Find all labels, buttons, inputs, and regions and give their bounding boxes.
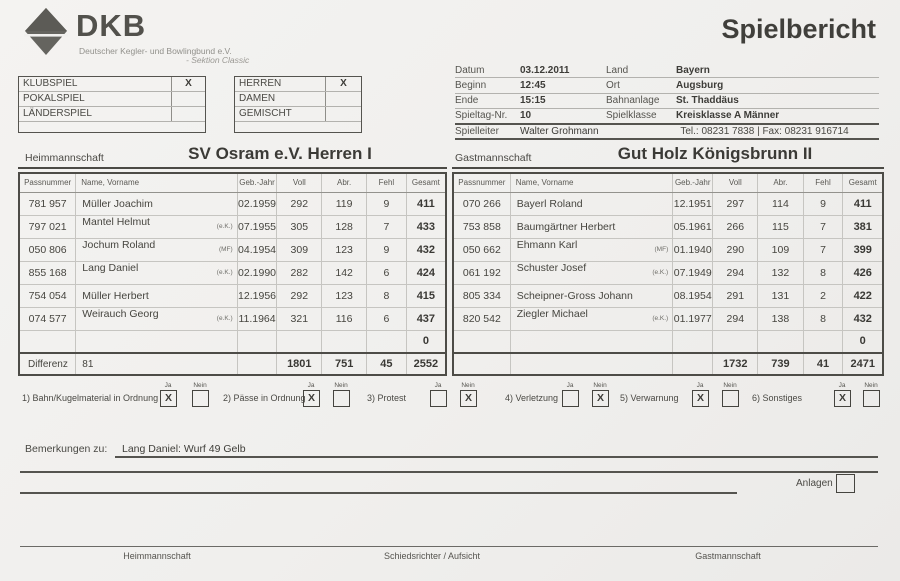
player-abraeumen	[758, 330, 803, 353]
player-name: Müller Joachim	[82, 197, 153, 210]
player-geburtsjahr: 01.1977	[673, 307, 713, 330]
gemischt-checkbox	[325, 107, 361, 121]
player-passnummer: 070 266	[453, 192, 510, 215]
player-name-cell	[510, 284, 673, 307]
guest-footer-label	[453, 353, 510, 375]
land-label: Land	[606, 64, 629, 76]
player-gesamt: 399	[843, 238, 883, 261]
player-gesamt: 0	[406, 330, 446, 353]
ende-value: 15:15	[520, 95, 546, 107]
player-row	[19, 330, 446, 353]
player-row	[453, 330, 883, 353]
beginn-value: 12:45	[520, 80, 546, 92]
player-name: Jochum Roland	[82, 238, 156, 251]
category-row-herren	[235, 77, 361, 92]
player-row	[19, 192, 446, 215]
check-label: 4) Verletzung	[505, 393, 559, 403]
player-substitute-tag: (e.K.)	[216, 222, 233, 230]
nein-label: Nein	[334, 382, 348, 389]
guest-total-fehl: 41	[803, 353, 843, 375]
nein-label: Nein	[593, 382, 607, 389]
info-row-spielleiter	[455, 125, 879, 140]
nein-checkbox: X	[592, 390, 609, 407]
col-geburtsjahr: Geb.-Jahr	[237, 173, 277, 192]
remarks-line-3	[20, 492, 737, 494]
player-fehl: 8	[803, 307, 843, 330]
player-fehl: 7	[803, 238, 843, 261]
player-geburtsjahr: 07.1949	[673, 261, 713, 284]
player-gesamt: 432	[843, 307, 883, 330]
nein-checkbox	[863, 390, 880, 407]
signature-guest-label: Gastmannschaft	[695, 551, 761, 561]
home-team-name: SV Osram e.V. Herren I	[188, 144, 372, 163]
player-name-cell	[76, 284, 237, 307]
player-row	[453, 284, 883, 307]
nein-checkbox: X	[460, 390, 477, 407]
player-name-cell	[510, 307, 673, 330]
match-type-row-klubspiel	[19, 77, 205, 92]
player-fehl: 9	[367, 192, 407, 215]
laenderspiel-label: LÄNDERSPIEL	[23, 108, 92, 119]
col-voll: Voll	[713, 173, 758, 192]
col-fehl: Fehl	[803, 173, 843, 192]
category-row-damen	[235, 92, 361, 107]
player-name-cell	[76, 238, 237, 261]
player-voll: 291	[713, 284, 758, 307]
player-name: Ziegler Michael	[516, 307, 588, 320]
page-title: Spielbericht	[721, 14, 876, 44]
home-total-fehl: 45	[367, 353, 407, 375]
guest-table-body	[453, 192, 883, 353]
player-name-cell	[76, 215, 237, 238]
home-total-abraeumen: 751	[322, 353, 367, 375]
player-voll: 292	[277, 192, 322, 215]
bahnanlage-value: St. Thaddäus	[676, 95, 739, 107]
ja-checkbox: X	[692, 390, 709, 407]
player-name: Schuster Josef	[516, 261, 587, 274]
player-substitute-tag: (e.K.)	[652, 268, 669, 276]
player-row	[19, 261, 446, 284]
player-geburtsjahr	[237, 330, 277, 353]
check-label: 3) Protest	[367, 393, 407, 403]
match-type-row-laenderspiel	[19, 107, 205, 122]
player-row	[453, 215, 883, 238]
player-name: Mantel Helmut	[82, 215, 150, 228]
check-label: 1) Bahn/Kugelmaterial in Ordnung	[22, 393, 159, 403]
player-name: Bayerl Roland	[516, 197, 583, 210]
guest-total-row	[453, 353, 883, 375]
player-passnummer: 050 662	[453, 238, 510, 261]
player-abraeumen: 128	[322, 215, 367, 238]
player-fehl: 9	[367, 238, 407, 261]
spielleiter-value: Walter Grohmann	[520, 125, 599, 137]
col-geburtsjahr: Geb.-Jahr	[673, 173, 713, 192]
player-substitute-tag: (MF)	[654, 245, 669, 253]
beginn-label: Beginn	[455, 80, 487, 92]
signature-referee-label: Schiedsrichter / Aufsicht	[383, 551, 481, 561]
player-row	[19, 284, 446, 307]
ja-checkbox: X	[160, 390, 177, 407]
spielklasse-value: Kreisklasse A Männer	[676, 110, 780, 122]
ja-checkbox: X	[834, 390, 851, 407]
player-voll	[713, 330, 758, 353]
remarks-line-1	[115, 456, 878, 458]
player-fehl	[367, 330, 407, 353]
player-name: Baumgärtner Herbert	[516, 220, 616, 233]
player-voll: 321	[277, 307, 322, 330]
ja-label: Ja	[434, 382, 442, 389]
differenz-value: 81	[76, 353, 237, 375]
player-voll: 290	[713, 238, 758, 261]
player-abraeumen: 123	[322, 284, 367, 307]
info-row-ende	[455, 94, 879, 109]
check-label: 5) Verwarnung	[620, 393, 679, 403]
player-substitute-tag: (e.K.)	[652, 314, 669, 322]
player-name-cell	[510, 238, 673, 261]
player-row	[453, 192, 883, 215]
check-label: 2) Pässe in Ordnung	[223, 393, 306, 403]
category-row-gemischt	[235, 107, 361, 122]
player-voll: 305	[277, 215, 322, 238]
dkb-logo-text: DKB	[76, 8, 147, 43]
differenz-label: Differenz	[19, 353, 76, 375]
col-abraeumen: Abr.	[322, 173, 367, 192]
player-geburtsjahr: 01.1940	[673, 238, 713, 261]
home-role-label: Heimmannschaft	[25, 152, 104, 164]
remarks-line-2	[20, 471, 878, 473]
player-fehl: 8	[803, 261, 843, 284]
player-abraeumen: 142	[322, 261, 367, 284]
guest-score-table	[452, 172, 884, 376]
player-abraeumen: 109	[758, 238, 803, 261]
player-geburtsjahr: 02.1959	[237, 192, 277, 215]
contact-info: Tel.: 08231 7838 | Fax: 08231 916714	[680, 125, 849, 137]
klubspiel-checkbox: X	[171, 77, 205, 91]
player-name-cell	[510, 261, 673, 284]
player-abraeumen: 119	[322, 192, 367, 215]
bahnanlage-label: Bahnanlage	[606, 95, 660, 107]
player-voll	[277, 330, 322, 353]
player-fehl: 9	[803, 192, 843, 215]
gemischt-label: GEMISCHT	[239, 108, 292, 119]
signature-home-label: Heimmannschaft	[123, 551, 191, 561]
player-abraeumen	[322, 330, 367, 353]
player-name: Ehmann Karl	[516, 238, 578, 251]
guest-team-name: Gut Holz Königsbrunn II	[617, 144, 813, 163]
player-substitute-tag: (e.K.)	[216, 268, 233, 276]
player-passnummer: 050 806	[19, 238, 76, 261]
player-abraeumen: 114	[758, 192, 803, 215]
match-info-block	[455, 63, 879, 140]
player-name: Lang Daniel	[82, 261, 139, 274]
land-value: Bayern	[676, 64, 710, 76]
dkb-section-label: - Sektion Classic	[186, 55, 250, 65]
ja-label: Ja	[696, 382, 704, 389]
home-footer-empty	[237, 353, 277, 375]
checks-row	[0, 381, 900, 413]
player-row	[453, 261, 883, 284]
col-abraeumen: Abr.	[758, 173, 803, 192]
guest-header-row	[453, 173, 883, 192]
player-name: Weirauch Georg	[82, 307, 159, 320]
dkb-diamond-logo-icon	[24, 7, 68, 61]
player-geburtsjahr: 08.1954	[673, 284, 713, 307]
player-passnummer: 805 334	[453, 284, 510, 307]
ja-checkbox	[562, 390, 579, 407]
guest-team-underline	[452, 167, 884, 169]
ja-label: Ja	[164, 382, 172, 389]
check-label: 6) Sonstiges	[752, 393, 803, 403]
ja-label: Ja	[566, 382, 574, 389]
player-passnummer: 061 192	[453, 261, 510, 284]
col-name: Name, Vorname	[510, 173, 673, 192]
nein-label: Nein	[193, 382, 207, 389]
player-row	[453, 307, 883, 330]
guest-total-voll: 1732	[713, 353, 758, 375]
herren-label: HERREN	[239, 78, 282, 89]
signature-line	[20, 546, 878, 547]
player-row	[19, 307, 446, 330]
player-substitute-tag: (e.K.)	[216, 314, 233, 322]
player-voll: 294	[713, 307, 758, 330]
player-name-cell	[510, 215, 673, 238]
player-name-cell	[76, 192, 237, 215]
info-row-beginn	[455, 78, 879, 93]
pokalspiel-checkbox	[171, 92, 205, 106]
remarks-label: Bemerkungen zu:	[25, 443, 108, 455]
ja-checkbox: X	[303, 390, 320, 407]
player-passnummer: 797 021	[19, 215, 76, 238]
col-voll: Voll	[277, 173, 322, 192]
nein-label: Nein	[723, 382, 737, 389]
info-row-spieltag	[455, 109, 879, 124]
anlagen-label: Anlagen	[796, 478, 833, 489]
player-voll: 292	[277, 284, 322, 307]
player-gesamt: 411	[843, 192, 883, 215]
nein-label: Nein	[461, 382, 475, 389]
player-fehl: 6	[367, 261, 407, 284]
ja-label: Ja	[838, 382, 846, 389]
player-fehl	[803, 330, 843, 353]
player-voll: 266	[713, 215, 758, 238]
pokalspiel-label: POKALSPIEL	[23, 93, 85, 104]
info-row-datum	[455, 63, 879, 78]
nein-label: Nein	[864, 382, 878, 389]
player-voll: 294	[713, 261, 758, 284]
datum-label: Datum	[455, 64, 485, 76]
player-name: Scheipner-Gross Johann	[516, 289, 633, 302]
anlagen-checkbox	[836, 474, 855, 493]
ort-value: Augsburg	[676, 80, 724, 92]
player-gesamt: 422	[843, 284, 883, 307]
player-name-cell	[510, 330, 673, 353]
player-gesamt: 0	[843, 330, 883, 353]
player-voll: 282	[277, 261, 322, 284]
home-score-table	[18, 172, 447, 376]
guest-total-gesamt: 2471	[843, 353, 883, 375]
col-name: Name, Vorname	[76, 173, 237, 192]
klubspiel-label: KLUBSPIEL	[23, 78, 78, 89]
guest-role-label: Gastmannschaft	[455, 152, 532, 164]
player-voll: 309	[277, 238, 322, 261]
player-geburtsjahr	[673, 330, 713, 353]
player-fehl: 7	[803, 215, 843, 238]
player-row	[19, 215, 446, 238]
player-voll: 297	[713, 192, 758, 215]
player-row	[19, 238, 446, 261]
player-geburtsjahr: 07.1955	[237, 215, 277, 238]
guest-footer-empty	[673, 353, 713, 375]
player-gesamt: 437	[406, 307, 446, 330]
col-passnummer: Passnummer	[19, 173, 76, 192]
col-gesamt: Gesamt	[406, 173, 446, 192]
col-passnummer: Passnummer	[453, 173, 510, 192]
datum-value: 03.12.2011	[520, 64, 570, 76]
home-table-body	[19, 192, 446, 353]
home-header-row	[19, 173, 446, 192]
player-gesamt: 433	[406, 215, 446, 238]
player-gesamt: 415	[406, 284, 446, 307]
player-abraeumen: 123	[322, 238, 367, 261]
player-passnummer: 754 054	[19, 284, 76, 307]
player-gesamt: 411	[406, 192, 446, 215]
category-box	[234, 76, 362, 133]
player-gesamt: 424	[406, 261, 446, 284]
player-abraeumen: 115	[758, 215, 803, 238]
spielleiter-label: Spielleiter	[455, 125, 499, 137]
remarks-text: Lang Daniel: Wurf 49 Gelb	[122, 443, 246, 455]
match-type-row-pokalspiel	[19, 92, 205, 107]
player-gesamt: 426	[843, 261, 883, 284]
herren-checkbox: X	[325, 77, 361, 91]
laenderspiel-checkbox	[171, 107, 205, 121]
player-passnummer: 820 542	[453, 307, 510, 330]
player-name-cell	[76, 261, 237, 284]
dkb-org-name: Deutscher Kegler- und Bowlingbund e.V.	[79, 46, 232, 56]
player-passnummer: 781 957	[19, 192, 76, 215]
home-total-row	[19, 353, 446, 375]
player-abraeumen: 138	[758, 307, 803, 330]
home-total-gesamt: 2552	[406, 353, 446, 375]
player-abraeumen: 116	[322, 307, 367, 330]
nein-checkbox	[722, 390, 739, 407]
ende-label: Ende	[455, 95, 479, 107]
spieltag-value: 10	[520, 110, 532, 122]
player-substitute-tag: (MF)	[218, 245, 233, 253]
player-fehl: 6	[367, 307, 407, 330]
player-name: Müller Herbert	[82, 289, 149, 302]
player-name-cell	[76, 307, 237, 330]
guest-total-abraeumen: 739	[758, 353, 803, 375]
player-geburtsjahr: 12.1951	[673, 192, 713, 215]
player-abraeumen: 131	[758, 284, 803, 307]
home-total-voll: 1801	[277, 353, 322, 375]
player-fehl: 2	[803, 284, 843, 307]
player-fehl: 8	[367, 284, 407, 307]
damen-label: DAMEN	[239, 93, 276, 104]
player-fehl: 7	[367, 215, 407, 238]
ja-label: Ja	[307, 382, 315, 389]
guest-footer-value	[510, 353, 673, 375]
player-abraeumen: 132	[758, 261, 803, 284]
player-passnummer: 074 577	[19, 307, 76, 330]
player-name-cell	[76, 330, 237, 353]
spielklasse-label: Spielklasse	[606, 110, 657, 122]
player-gesamt: 381	[843, 215, 883, 238]
ja-checkbox	[430, 390, 447, 407]
player-geburtsjahr: 02.1990	[237, 261, 277, 284]
player-passnummer	[453, 330, 510, 353]
player-passnummer: 753 858	[453, 215, 510, 238]
col-fehl: Fehl	[367, 173, 407, 192]
player-geburtsjahr: 05.1961	[673, 215, 713, 238]
player-row	[453, 238, 883, 261]
nein-checkbox	[192, 390, 209, 407]
col-gesamt: Gesamt	[843, 173, 883, 192]
nein-checkbox	[333, 390, 350, 407]
damen-checkbox	[325, 92, 361, 106]
match-type-box	[18, 76, 206, 133]
home-team-underline	[18, 167, 447, 169]
player-geburtsjahr: 11.1964	[237, 307, 277, 330]
spieltag-label: Spieltag-Nr.	[455, 110, 508, 122]
player-gesamt: 432	[406, 238, 446, 261]
player-geburtsjahr: 04.1954	[237, 238, 277, 261]
player-name-cell	[510, 192, 673, 215]
player-geburtsjahr: 12.1956	[237, 284, 277, 307]
ort-label: Ort	[606, 80, 620, 92]
player-passnummer: 855 168	[19, 261, 76, 284]
player-passnummer	[19, 330, 76, 353]
